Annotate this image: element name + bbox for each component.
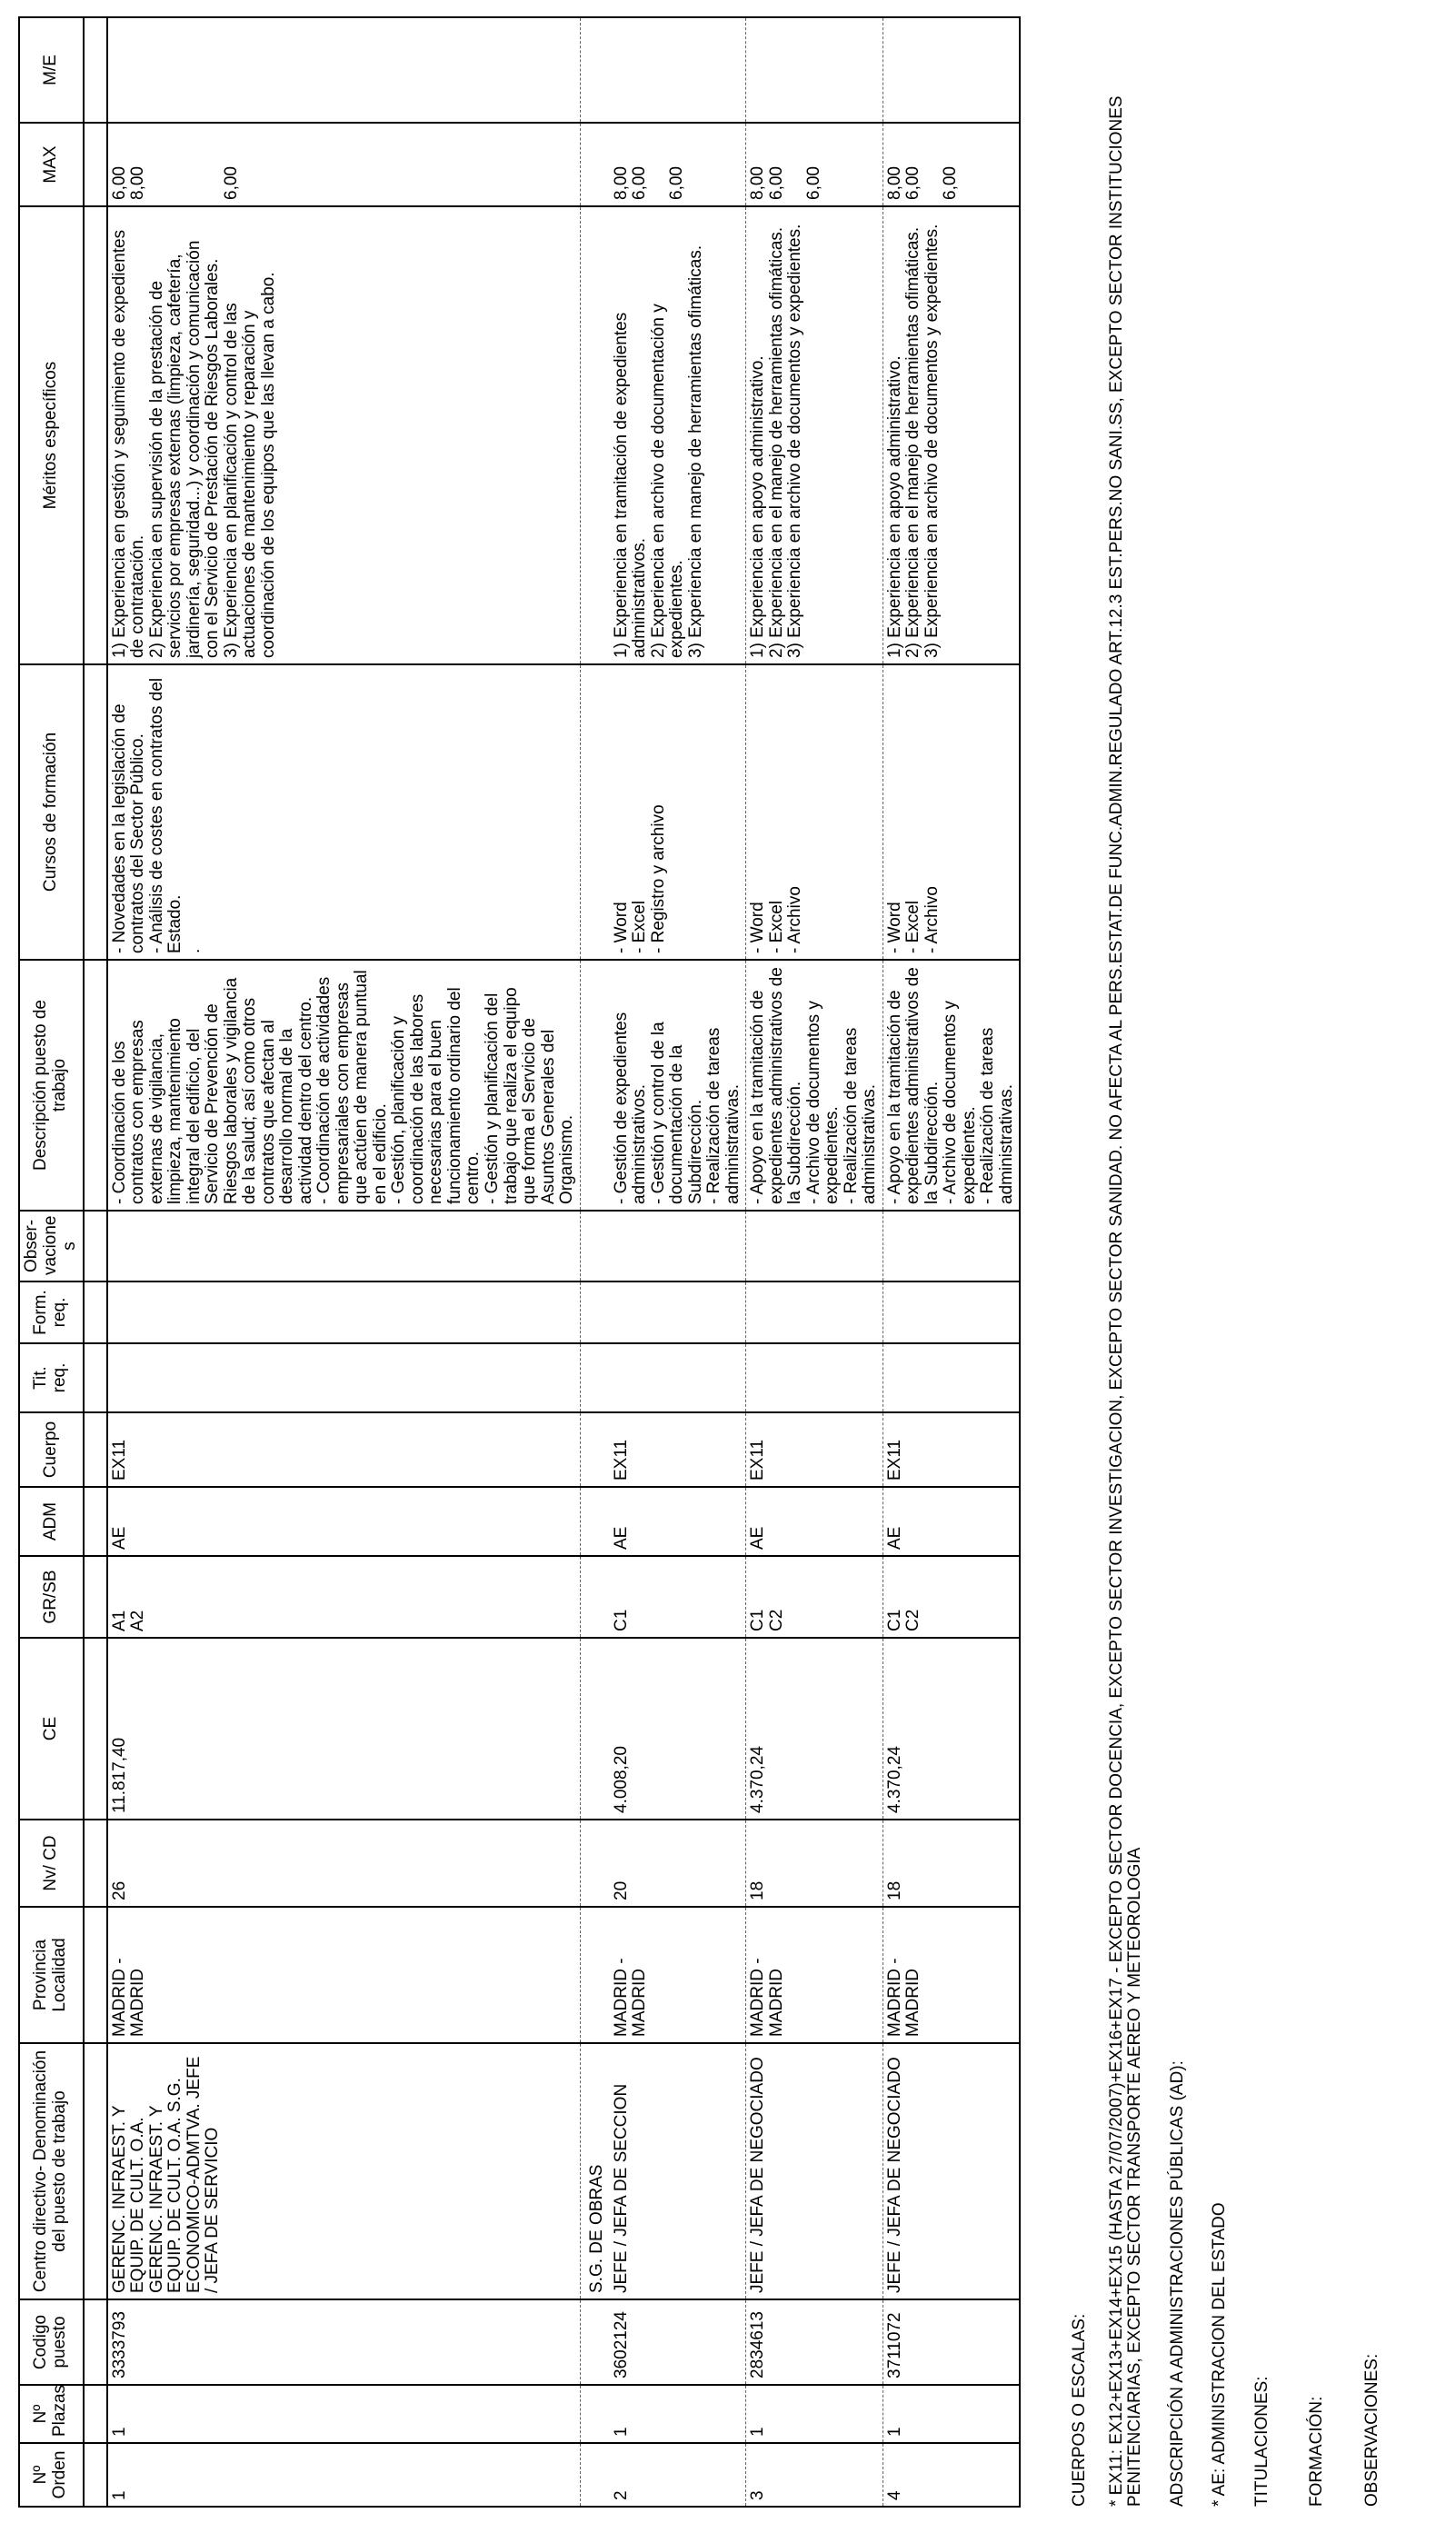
header-cuerpo: Cuerpo — [19, 1412, 84, 1487]
cell-max: 8,00 6,00 6,00 — [883, 123, 1020, 206]
cell-codigo: 3333793 — [107, 2299, 580, 2385]
header-codigo: Codigo puesto — [19, 2299, 84, 2385]
org-line-2: GERENC. INFRAEST. Y EQUIP. DE CULT. O.A. — [146, 2105, 185, 2293]
cell-cursos: - Word - Excel - Registro y archivo — [610, 664, 746, 960]
cell-tit — [107, 1343, 580, 1412]
cell-descripcion: - Apoyo en la tramitación de expedientes administrativos de la Subdirección. - Archivo de documentos y expedientes. - Realización de tareas administrativas. — [746, 960, 883, 1211]
cell-codigo: 3602124 — [610, 2299, 746, 2385]
header-form: Form. req. — [19, 1281, 84, 1343]
cell-plazas: 1 — [883, 2385, 1020, 2443]
table-row — [746, 17, 883, 2507]
header-centro: Centro directivo- Denominación del puesto de trabajo — [19, 2043, 84, 2299]
header-cursos: Cursos de formación — [19, 664, 84, 960]
header-ce: CE — [19, 1638, 84, 1820]
cell-cursos: - Word - Excel - Archivo — [883, 664, 1020, 960]
cell-nivel: 26 — [107, 1820, 580, 1907]
observaciones-label: OBSERVACIONES: — [1361, 2353, 1381, 2507]
cell-plazas: 1 — [107, 2385, 580, 2443]
cell-provincia: MADRID - MADRID — [883, 1907, 1020, 2043]
cell-denominacion: JEFE / JEFA DE NEGOCIADO — [883, 2043, 1020, 2299]
cell-nivel: 18 — [746, 1820, 883, 1907]
cell-grupo: C1 C2 — [746, 1556, 883, 1638]
org-line-3: S.G. ECONOMICO-ADMTVA. — [165, 2078, 204, 2293]
cell-descripcion: - Gestión de expedientes administrativos. - Gestión y control de la documentación de la Subdirección. - Realización de tareas administrativas. — [610, 960, 746, 1211]
cell-obs — [610, 1211, 746, 1281]
header-descripcion: Descripción puesto de trabajo — [19, 960, 84, 1211]
cell-cuerpo: EX11 — [107, 1412, 580, 1487]
cell-max: 6,00 8,00 6,00 — [107, 123, 580, 206]
cell-codigo: 2834613 — [746, 2299, 883, 2385]
cuerpos-text: * EX11: EX12+EX13+EX14+EX15 (HASTA 27/07/2007)+EX16+EX17 - EXCEPTO SECTOR DOCENCIA, EXCEPTO SECTOR INVESTIGACION, EXCEPTO SECTOR SANIDAD. NO AFECTA AL PERS.ESTAT.DE FUNC.ADMIN.REGULADO ART.12.3 EST.PERS.NO SANI.SS, EXCEPTO SECTOR INSTITUCIONES PENITENCIARIAS, EXCEPTO SECTOR TRANSPORTE AEREO Y METEOROLOGIA — [1106, 95, 1145, 2507]
cell-grupo: C1 C2 — [883, 1556, 1020, 1638]
cell-obs — [746, 1211, 883, 1281]
section-row — [580, 17, 610, 2507]
adscripcion-title: ADSCRIPCIÓN A ADMINISTRACIONES PÚBLICAS (AD): — [1167, 2060, 1187, 2507]
header-nivel: Nv/ CD — [19, 1820, 84, 1907]
cell-cuerpo: EX11 — [610, 1412, 746, 1487]
header-provincia: Provincia Localidad — [19, 1907, 84, 2043]
cell-ce: 11.817,40 — [107, 1638, 580, 1820]
cell-tit — [883, 1343, 1020, 1412]
header-max: MAX — [19, 123, 84, 206]
cell-me — [883, 17, 1020, 123]
cell-adm: AE — [746, 1487, 883, 1556]
cell-me — [746, 17, 883, 123]
cell-me — [107, 17, 580, 123]
formacion-label: FORMACIÓN: — [1307, 2396, 1327, 2507]
cell-adm: AE — [610, 1487, 746, 1556]
cell-cursos: - Word - Excel - Archivo — [746, 664, 883, 960]
footer-notes — [1071, 16, 1381, 2507]
org-line-1: GERENC. INFRAEST. Y EQUIP. DE CULT. O.A. — [109, 2105, 148, 2293]
cell-me — [610, 17, 746, 123]
cell-denominacion — [107, 2043, 580, 2299]
cell-form — [883, 1281, 1020, 1343]
cell-cursos: - Novedades en la legislación de contratos del Sector Público. - Análisis de costes en contratos del Estado. . — [107, 664, 580, 960]
cell-form — [107, 1281, 580, 1343]
cell-max: 8,00 6,00 6,00 — [746, 123, 883, 206]
cell-plazas: 1 — [610, 2385, 746, 2443]
header-me: M/E — [19, 17, 84, 123]
cell-provincia: MADRID - MADRID — [746, 1907, 883, 2043]
header-tit: Tit. req. — [19, 1343, 84, 1412]
cell-obs — [107, 1211, 580, 1281]
cell-meritos: 1) Experiencia en apoyo administrativo. 2) Experiencia en el manejo de herramientas ofimáticas. 3) Experiencia en archivo de documentos y expedientes. — [883, 206, 1020, 664]
cell-ce: 4.370,24 — [746, 1638, 883, 1820]
cell-orden: 1 — [107, 2443, 580, 2507]
cell-form — [610, 1281, 746, 1343]
spacer-row — [84, 17, 107, 2507]
cell-denominacion: JEFE / JEFA DE NEGOCIADO — [746, 2043, 883, 2299]
table-row — [883, 17, 1020, 2507]
position-name: JEFE / JEFA DE SERVICIO — [184, 2056, 223, 2293]
cell-provincia: MADRID - MADRID — [107, 1907, 580, 2043]
cell-grupo: A1 A2 — [107, 1556, 580, 1638]
table-row — [107, 17, 580, 2507]
cell-ce: 4.370,24 — [883, 1638, 1020, 1820]
cell-codigo: 3711072 — [883, 2299, 1020, 2385]
cell-descripcion: - Coordinación de los contratos con empresas externas de vigilancia, limpieza, mantenimiento integral del edificio, del Servicio de Prevención de Riesgos laborales y vigilancia de la salud; así como otros contratos que afectan al desarrollo normal de la actividad dentro del centro. - Coordinación de actividades empresariales con empresas que actúen de manera puntual en el edificio. - Gestión, planificación y coordinación de las labores necesarias para el buen funcionamiento ordinario del centro. - Gestión y planificación del trabajo que realiza el equipo que forma el Servicio de Asuntos Generales del Organismo. — [107, 960, 580, 1211]
cell-orden: 4 — [883, 2443, 1020, 2507]
cell-meritos: 1) Experiencia en tramitación de expedientes administrativos. 2) Experiencia en archivo de documentación y expedientes. 3) Experiencia en manejo de herramientas ofimáticas. — [610, 206, 746, 664]
cuerpos-title: CUERPOS O ESCALAS: — [1070, 2313, 1089, 2507]
cell-nivel: 18 — [883, 1820, 1020, 1907]
header-adm: ADM — [19, 1487, 84, 1556]
cell-tit — [610, 1343, 746, 1412]
cell-cuerpo: EX11 — [746, 1412, 883, 1487]
cell-denominacion: JEFE / JEFA DE SECCION — [610, 2043, 746, 2299]
cell-descripcion: - Apoyo en la tramitación de expedientes administrativos de la Subdirección. - Archivo de documentos y expedientes. - Realización de tareas administrativas. — [883, 960, 1020, 1211]
cell-orden: 3 — [746, 2443, 883, 2507]
cell-nivel: 20 — [610, 1820, 746, 1907]
cell-provincia: MADRID - MADRID — [610, 1907, 746, 2043]
cell-meritos: 1) Experiencia en gestión y seguimiento de expedientes de contratación. 2) Experiencia en supervisión de la prestación de servicios por empresas externas (limpieza, cafetería, jardinería, seguridad...) y coordinación y comunicación con el Servicio de Prestación de Riesgos Laborales. 3) Experiencia en planificación y control de las actuaciones de mantenimiento y reparación y coordinación de los equipos que las llevan a cabo. — [107, 206, 580, 664]
section-obras: S.G. DE OBRAS — [580, 2043, 610, 2299]
cell-obs — [883, 1211, 1020, 1281]
cell-ce: 4.008,20 — [610, 1638, 746, 1820]
header-plazas: Nº Plazas — [19, 2385, 84, 2443]
cell-form — [746, 1281, 883, 1343]
cell-plazas: 1 — [746, 2385, 883, 2443]
cell-tit — [746, 1343, 883, 1412]
cell-cuerpo: EX11 — [883, 1412, 1020, 1487]
cell-meritos: 1) Experiencia en apoyo administrativo. 2) Experiencia en el manejo de herramientas ofimáticas. 3) Experiencia en archivo de documentos y expedientes. — [746, 206, 883, 664]
cell-grupo: C1 — [610, 1556, 746, 1638]
header-grupo: GR/SB — [19, 1556, 84, 1638]
adscripcion-text: * AE: ADMINISTRACION DEL ESTADO — [1210, 2202, 1230, 2507]
header-orden: Nº Orden — [19, 2443, 84, 2507]
table-header-row — [19, 17, 84, 2507]
cell-adm: AE — [107, 1487, 580, 1556]
table-row — [610, 17, 746, 2507]
positions-table — [18, 16, 1021, 2508]
header-obs: Obser- vacione s — [19, 1211, 84, 1281]
cell-adm: AE — [883, 1487, 1020, 1556]
cell-orden: 2 — [610, 2443, 746, 2507]
cell-max: 8,00 6,00 6,00 — [610, 123, 746, 206]
titulaciones-label: TITULACIONES: — [1252, 2376, 1272, 2507]
header-meritos: Méritos específicos — [19, 206, 84, 664]
